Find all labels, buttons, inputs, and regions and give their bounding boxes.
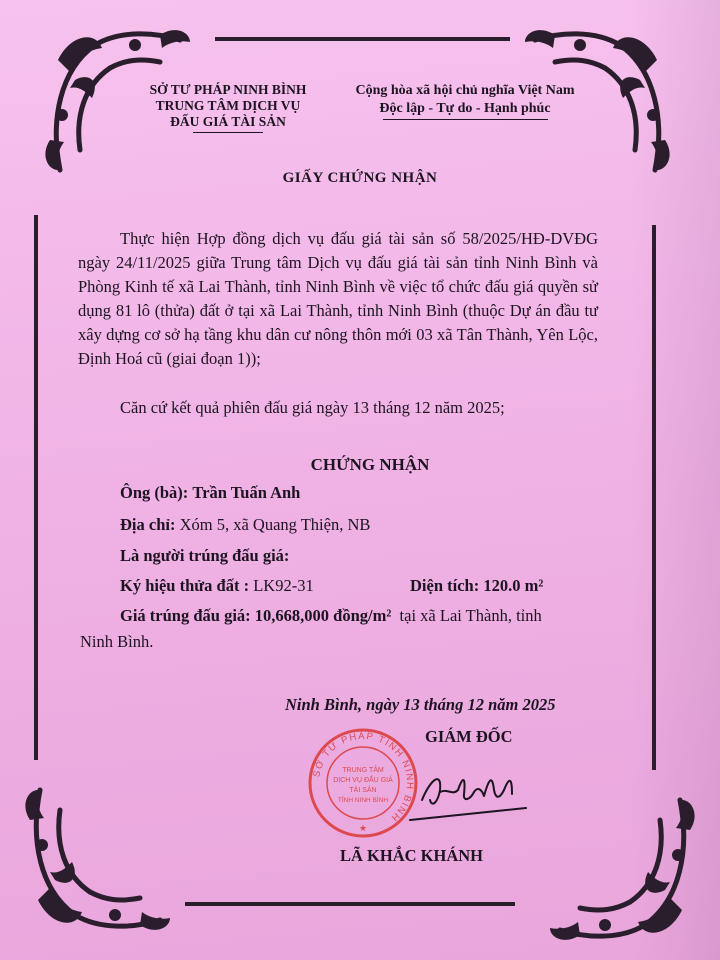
area-value: 120.0 m² (483, 576, 544, 595)
price-row (120, 606, 542, 626)
basis-line: Căn cứ kết quả phiên đấu giá ngày 13 tháng 12 năm 2025; (120, 398, 505, 417)
certification-title: CHỨNG NHẬN (310, 455, 430, 474)
price-value: 10,668,000 đồng/m² (254, 606, 392, 625)
plot-value: LK92-31 (253, 576, 314, 595)
area-label: Diện tích: (410, 576, 480, 595)
authority-line-3: ĐẤU GIÁ TÀI SẢN (170, 114, 286, 129)
address-label: Địa chỉ: (120, 515, 176, 534)
winner-name-row (120, 483, 300, 503)
location-tail: tại xã Lai Thành, tỉnh (399, 606, 542, 625)
signature-title: GIÁM ĐỐC (425, 727, 513, 746)
left-border-line (34, 215, 38, 760)
corner-ornament-bottom-right (540, 790, 700, 950)
authority-line-1: SỞ TƯ PHÁP NINH BÌNH (149, 82, 307, 97)
plot-label: Ký hiệu thửa đất : (120, 576, 250, 595)
place-date: Ninh Bình, ngày 13 tháng 12 năm 2025 (285, 695, 556, 714)
bottom-border-line (185, 902, 515, 906)
seal-line-3: TÀI SẢN (349, 787, 377, 794)
seal-star-icon: ★ (358, 824, 368, 834)
location-end-row (80, 632, 153, 652)
top-border-line (215, 37, 510, 41)
winner-statement: Là người trúng đấu giá: (120, 546, 290, 565)
body-paragraph-block (78, 227, 598, 371)
plot-row (120, 576, 544, 596)
right-border-line (652, 225, 656, 770)
floral-ornament-icon (20, 780, 180, 940)
seal-outer-text: SỞ TƯ PHÁP TỈNH NINH BÌNH (311, 730, 416, 824)
floral-ornament-icon (540, 790, 700, 950)
seal-line-2: DỊCH VỤ ĐẤU GIÁ (333, 777, 393, 784)
issuing-authority (128, 82, 328, 133)
name-value: Trần Tuấn Anh (192, 483, 301, 502)
name-label: Ông (bà): (120, 483, 189, 502)
area-group (410, 576, 543, 596)
seal-line-4: TỈNH NINH BÌNH (337, 797, 389, 804)
address-row (120, 515, 370, 535)
document-title: GIẤY CHỨNG NHẬN (282, 170, 438, 186)
motto-underline (383, 119, 548, 120)
winner-statement-row (120, 546, 289, 566)
price-label: Giá trúng đấu giá: (120, 606, 251, 625)
address-value: Xóm 5, xã Quang Thiện, NB (179, 515, 371, 534)
authority-line-2: TRUNG TÂM DỊCH VỤ (155, 98, 301, 113)
corner-ornament-bottom-left (20, 780, 180, 940)
location-end: Ninh Bình. (80, 632, 154, 651)
motto-line-1: Cộng hòa xã hội chủ nghĩa Việt Nam (355, 83, 575, 98)
handwritten-signature (400, 760, 530, 830)
motto-line-2: Độc lập - Tự do - Hạnh phúc (379, 101, 551, 116)
authority-underline (193, 132, 263, 133)
seal-line-1: TRUNG TÂM (342, 767, 384, 774)
body-paragraph: Thực hiện Hợp đồng dịch vụ đấu giá tài sản số 58/2025/HĐ-DVĐG ngày 24/11/2025 giữa Trung tâm Dịch vụ đấu giá tài sản tỉnh Ninh Bình và Phòng Kinh tế xã Lai Thành, tỉnh Ninh Bình về việc tổ chức đấu giá quyền sử dụng 81 lô (thửa) đất ở tại xã Lai Thành, tỉnh Ninh Bình (thuộc Dự án đầu tư xây dựng cơ sở hạ tầng khu dân cư nông thôn mới 03 xã Tân Thành, Yên Lộc, Định Hoá cũ (giai đoạn 1)); (78, 229, 598, 368)
national-motto (340, 82, 590, 120)
signer-name: LÃ KHẮC KHÁNH (340, 846, 484, 865)
